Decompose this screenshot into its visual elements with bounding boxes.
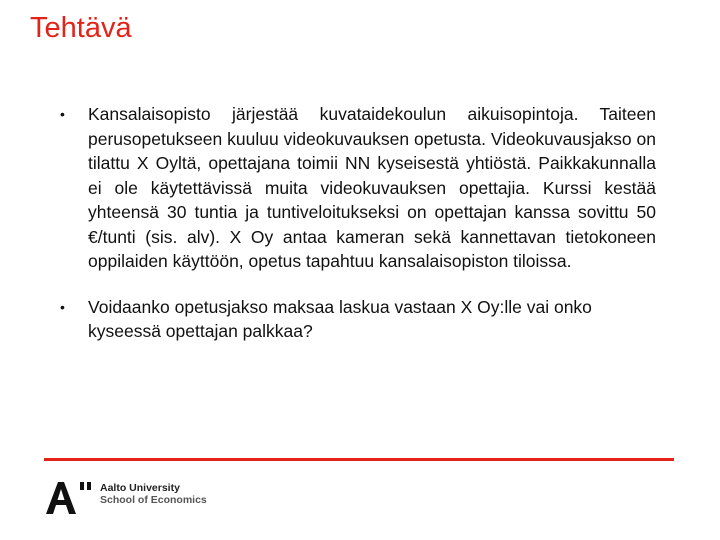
bullet-text: Kansalaisopisto järjestää kuvataidekoulun aikuisopintoja. Taiteen perusopetukseen kuuluu videokuvauksen opetusta. Videokuvausjakso on tilattu X Oyltä, opettajana toimii NN kyseisestä yhtiöstä. Paikkakunnalla ei ole käytettävissä muita videokuvauksen opettajia. Kurssi kestää yhteensä 30 tuntia ja tuntiveloitukseksi on opettajan kanssa sovittu 50 €/tunti (sis. alv). X Oy antaa kameran sekä kannettavan tietokoneen oppilaiden käyttöön, opetus tapahtuu kansalaisopiston tiloissa. <box>88 104 656 271</box>
slide-title: Tehtävä <box>30 12 132 44</box>
bullet-item <box>60 102 656 274</box>
bullet-item <box>60 295 656 344</box>
footer-divider <box>44 458 674 461</box>
slide-content <box>60 102 656 344</box>
bullet-text: Voidaanko opetusjakso maksaa laskua vastaan X Oy:lle vai onko kyseessä opettajan palkkaa? <box>88 296 592 341</box>
logo-school-name: School of Economics <box>100 494 207 506</box>
aalto-logo-icon <box>44 478 96 518</box>
footer-logo <box>44 478 214 518</box>
bullet-symbol: • <box>60 298 65 315</box>
bullet-symbol: • <box>60 106 65 122</box>
logo-university-name: Aalto University <box>100 482 180 494</box>
